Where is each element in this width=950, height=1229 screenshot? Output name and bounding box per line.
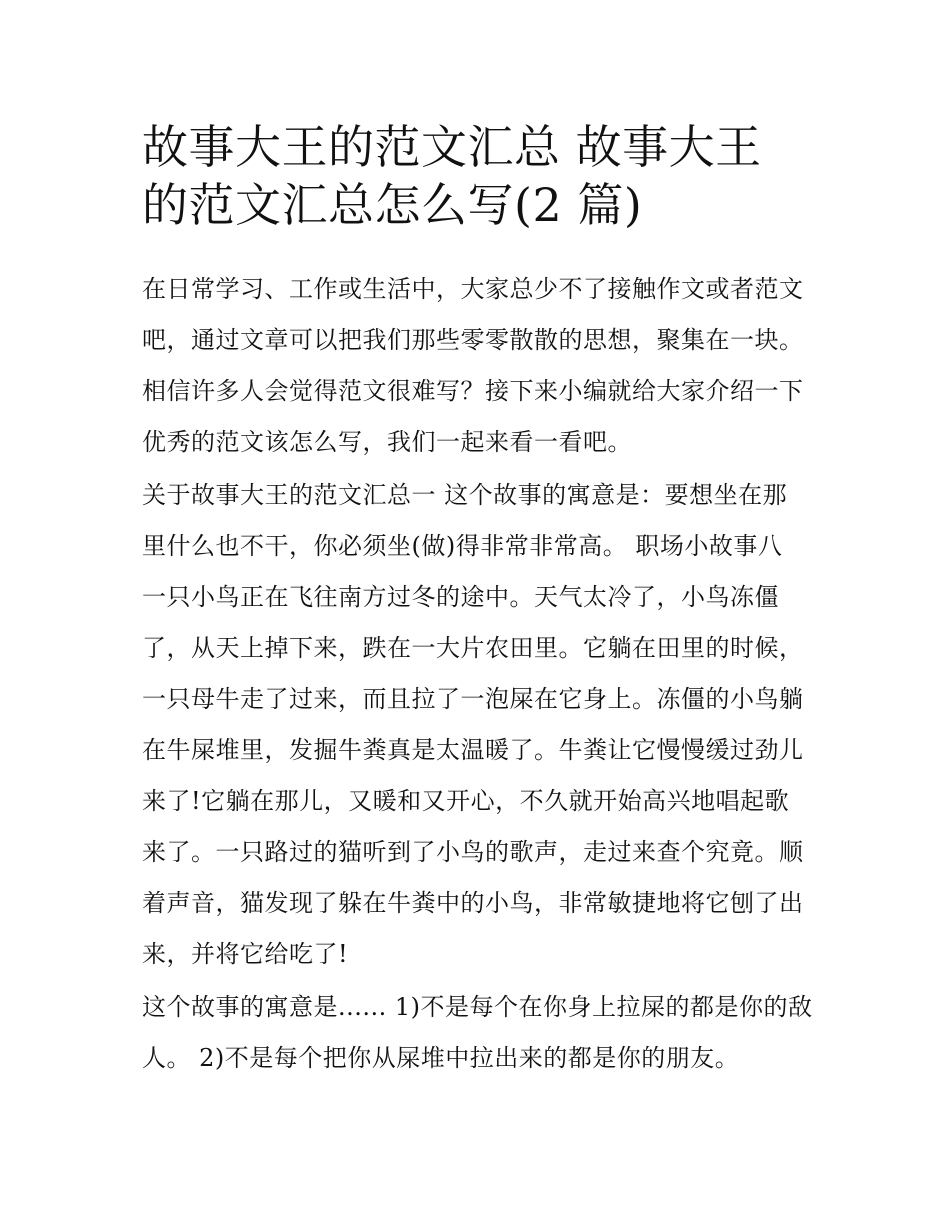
text-line: 里什么也不干，你必须坐(做)得非常非常高。 职场小故事八 (142, 532, 783, 560)
intro-paragraph (142, 264, 822, 468)
title-line: 的范文汇总怎么写(2 篇) (142, 178, 643, 232)
text-line: 关于故事大王的范文汇总一 这个故事的寓意是：要想坐在那 (142, 481, 788, 509)
text-line: 来了!它躺在那儿，又暖和又开心，不久就开始高兴地唱起歌 (142, 787, 790, 815)
story-paragraph (142, 470, 822, 980)
text-line: 一只母牛走了过来，而且拉了一泡屎在它身上。冻僵的小鸟躺 (142, 685, 804, 713)
text-line: 人。 2)不是每个把你从屎堆中拉出来的都是你的朋友。 (142, 1044, 740, 1072)
text-line: 这个故事的寓意是...... 1)不是每个在你身上拉屎的都是你的敌 (142, 993, 813, 1021)
text-line: 一只小鸟正在飞往南方过冬的途中。天气太冷了，小鸟冻僵 (142, 583, 779, 611)
text-line: 着声音，猫发现了躲在牛粪中的小鸟，非常敏捷地将它刨了出 (142, 889, 804, 917)
document-title (142, 118, 822, 234)
document-body (142, 118, 822, 1084)
title-line: 故事大王的范文汇总 故事大王 (142, 120, 762, 174)
text-line: 优秀的范文该怎么写，我们一起来看一看吧。 (142, 428, 632, 456)
text-line: 在日常学习、工作或生活中，大家总少不了接触作文或者范文 (142, 275, 804, 303)
text-line: 在牛屎堆里，发掘牛粪真是太温暖了。牛粪让它慢慢缓过劲儿 (142, 736, 804, 764)
text-line: 来了。一只路过的猫听到了小鸟的歌声，走过来查个究竟。顺 (142, 838, 804, 866)
text-line: 来，并将它给吃了! (142, 940, 349, 968)
text-line: 吧，通过文章可以把我们那些零零散散的思想，聚集在一块。 (142, 326, 804, 354)
text-line: 了，从天上掉下来，跌在一大片农田里。它躺在田里的时候， (142, 634, 804, 662)
text-line: 相信许多人会觉得范文很难写？接下来小编就给大家介绍一下 (142, 377, 804, 405)
moral-paragraph (142, 982, 822, 1084)
